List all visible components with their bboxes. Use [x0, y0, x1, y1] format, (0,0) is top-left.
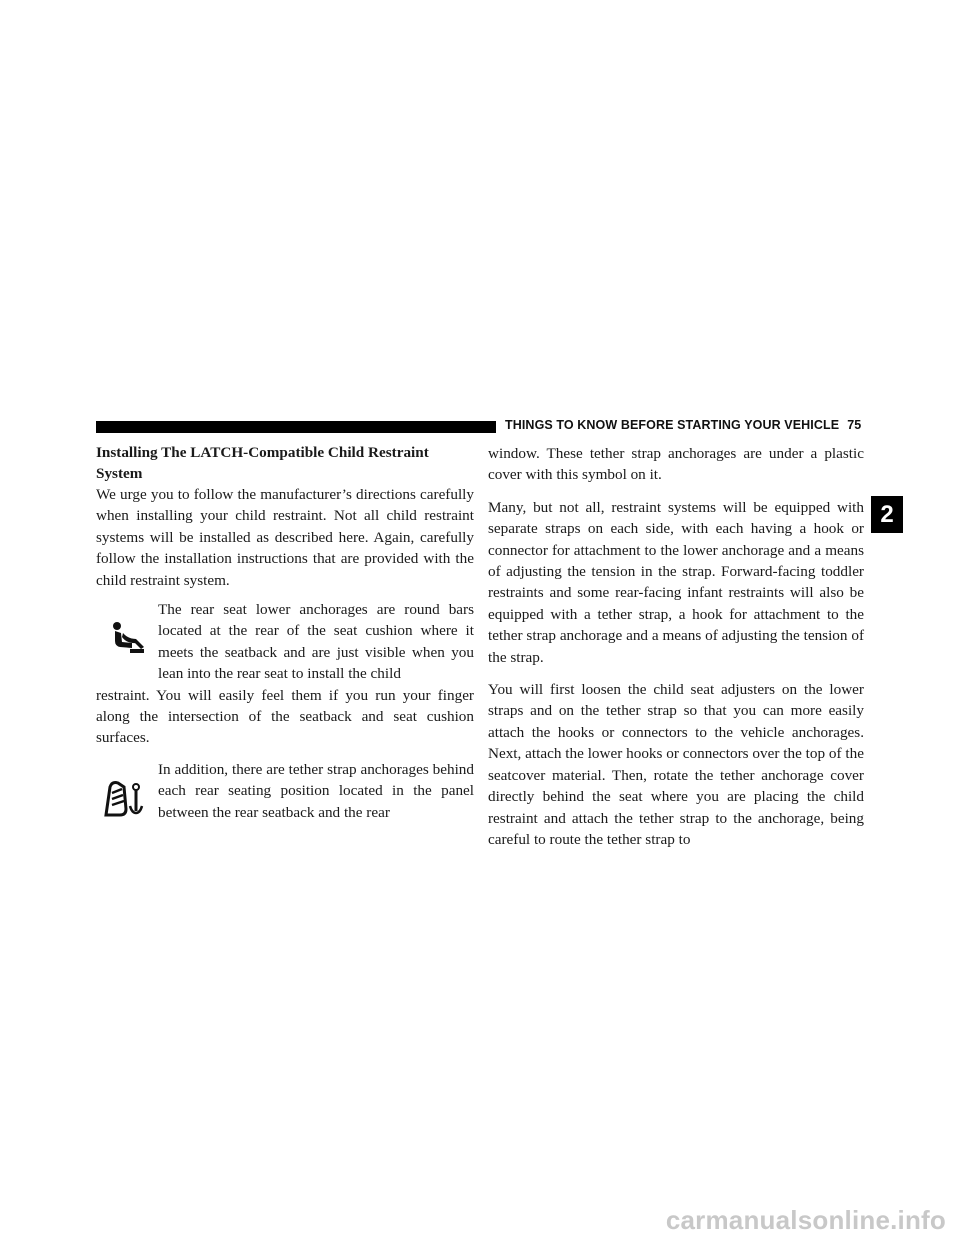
intro-paragraph: We urge you to follow the manufacturer’s directions carefully when installing your child restraint. Not all child restraint systems will be installed as described here. Again, carefully follow the installation instructions that are provided with the child restraint system. — [96, 486, 474, 589]
section-heading: Installing The LATCH-Compatible Child Restraint System — [96, 444, 429, 482]
right-paragraph-3: You will first loosen the child seat adjusters on the lower straps and on the tether strap so that you can more easily attach the hooks or connectors to the vehicle anchorages. Next, attach the lower hooks or connectors over the top of the seatcover material. Then, rotate the tether anchorage cover directly behind the seat where you are placing the child restraint and attach the tether strap to the anchorage, being careful to route the tether strap to — [488, 681, 864, 848]
left-column — [96, 443, 474, 829]
page-number: 75 — [847, 418, 862, 432]
lower-anchor-block — [96, 599, 474, 749]
chapter-tab: 2 — [871, 496, 903, 533]
tether-anchor-paragraph-lead: In addition, there are tether strap anchorages behind each rear seating position located in the panel between the rear seatback and the rear — [158, 760, 474, 821]
tether-anchor-icon — [96, 759, 158, 829]
watermark: carmanualsonline.info — [665, 1205, 946, 1235]
lower-anchor-paragraph-rest: restraint. You will easily feel them if you run your finger along the intersection of the seatback and seat cushion surfaces. — [96, 686, 474, 747]
running-header — [505, 418, 861, 432]
header-rule — [96, 421, 496, 433]
header-title: THINGS TO KNOW BEFORE STARTING YOUR VEHICLE — [505, 418, 840, 432]
right-paragraph-1: window. These tether strap anchorages are under a plastic cover with this symbol on it. — [488, 445, 864, 484]
right-column — [488, 443, 864, 850]
right-paragraph-2: Many, but not all, restraint systems will be equipped with separate straps on each side, with each having a hook or connector for attachment to the lower anchorage and a means of adjusting the tension in the strap. Forward-facing toddler restraints and some rear-facing infant restraints will also be equipped with a tether strap, a hook for attachment to the tether strap anchorage and a means of adjusting the tension of the strap. — [488, 498, 864, 666]
tether-anchor-block — [96, 759, 474, 823]
lower-anchor-paragraph-lead: The rear seat lower anchorages are round bars located at the rear of the seat cushion where it meets the seatback and are just visible when you lean into the rear seat to install the child — [158, 601, 474, 683]
child-seat-anchor-icon — [96, 599, 158, 681]
